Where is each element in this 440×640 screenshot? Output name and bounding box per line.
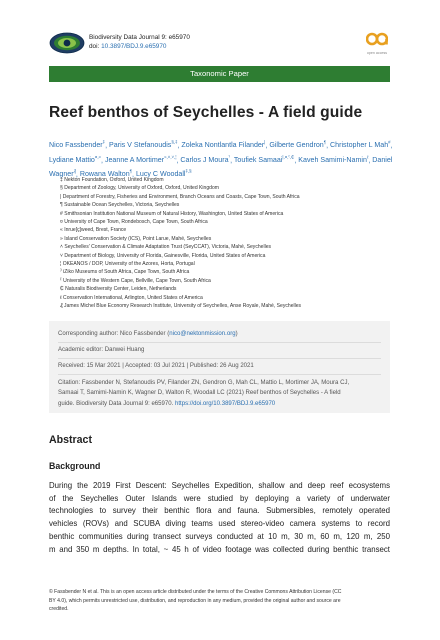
author[interactable]: Gilberte Gendron¶	[269, 140, 327, 150]
doi-link[interactable]: 10.3897/BDJ.9.e65970	[101, 43, 167, 50]
affiliation: ₵ Naturalis Biodiversity Center, Leiden, Netherlands	[60, 286, 177, 293]
article-title: Reef benthos of Seychelles - A field guide	[49, 104, 363, 121]
corresponding-author: Corresponding author: Nico Fassbender (nico@nektonmission.org)	[58, 331, 238, 337]
journal-name: Biodiversity Data Journal 9: e65970	[89, 34, 190, 41]
affiliation: ¤ University of Cape Town, Rondebosch, Cape Town, South Africa	[60, 219, 208, 226]
paragraph-line: vehicles (ROVs) and SCUBA diving teams used stereo-video camera systems to record	[49, 519, 390, 529]
author[interactable]: Christopher L Mah#	[330, 140, 391, 150]
affiliation: § Department of Zoology, University of Oxford, Oxford, United Kingdom	[60, 185, 219, 192]
journal-doi	[89, 43, 166, 50]
academic-editor: Academic editor: Danwei Huang	[58, 347, 145, 353]
open-access-icon[interactable]	[366, 30, 388, 50]
affiliation: ˀ iZiko Museums of South Africa, Cape Town, South Africa	[60, 269, 190, 276]
affiliation: ‡ Nekton Foundation, Oxford, United Kingdom	[60, 177, 164, 183]
paragraph-line: benthic communities during transect surveys conducted at 10 m, 30 m, 60 m, 120 m, 250	[49, 531, 390, 541]
author[interactable]: Zoleka Nontlantla Filander|	[181, 140, 266, 150]
affiliation: ˁ University of the Western Cape, Bellville, Cape Town, South Africa	[60, 277, 211, 284]
footer-line: © Fassbender N et al. This is an open access article distributed under the terms of the Creative Commons Attribution License (CC	[49, 589, 342, 595]
author[interactable]: Nico Fassbender‡	[49, 140, 106, 150]
doi-prefix: doi:	[89, 43, 102, 50]
journal-logo-icon[interactable]	[49, 31, 85, 55]
author[interactable]: Lucy C Woodall‡,§	[135, 169, 192, 179]
affiliation: | Department of Forestry, Fisheries and Environment, Branch Oceans and Coasts, Cape Town, South Africa	[60, 193, 300, 200]
paragraph-line: m and 350 m depths. In total, ~ 45 h of video footage was collected during benthic transect	[49, 544, 390, 554]
author[interactable]: Paris V Stefanoudis§,‡	[109, 140, 178, 150]
article-type-banner: Taxonomic Paper	[49, 66, 390, 82]
citation: Citation: Fassbender N, Stefanoudis PV, Filander ZN, Gendron G, Mah CL, Mattio L, Mortimer JA, Moura CJ, Samaai T, Samimi-Namin K, Wagner D, Walton R, Woodall LC (2021) Reef benthos of Seychelles - A field guide. Biodiversity Data Journal 9: e65970. https://doi.org/10.3897/BDJ.9.e65970	[58, 380, 350, 407]
affiliation: ¶ Sustainable Ocean Seychelles, Victoria, Seychelles	[60, 202, 180, 209]
footer-line: credited.	[49, 606, 69, 613]
author[interactable]: Lydiane Mattio¤,«	[49, 154, 101, 164]
abstract-heading: Abstract	[49, 434, 92, 446]
page-header	[0, 0, 440, 62]
affiliation: ℓ Conservation International, Arlington, United States of America	[60, 294, 203, 301]
background-paragraph	[49, 480, 390, 556]
citation-doi-link[interactable]: https://doi.org/10.3897/BDJ.9.e65970	[174, 400, 276, 407]
affiliation: # Smithsonian Institution National Museum of Natural History, Washington, United States of America	[60, 210, 284, 217]
divider	[58, 342, 381, 343]
author[interactable]: Rowana Walton¶	[79, 169, 132, 179]
paragraph-line: During the 2019 First Descent: Seychelles Expedition, shallow and deep reef ecosystems	[49, 481, 390, 490]
author[interactable]: Daniel Wagner₰	[49, 155, 393, 179]
author[interactable]: Jeanne A Mortimer»,˄,˅,¦	[104, 154, 177, 164]
affiliation-list	[60, 176, 390, 311]
paragraph-line: technologies to survey their benthic flora and fauna. Submersibles, remotely operated	[49, 506, 390, 516]
author[interactable]: Toufiek Samaai$^{|,¤,ˁ,₵}$	[233, 154, 295, 164]
affiliation: « Inrue[ç]weed, Brest, France	[60, 227, 127, 234]
divider	[58, 374, 381, 375]
open-access-caption: open access	[366, 51, 388, 55]
article-info-box	[49, 321, 390, 413]
background-heading: Background	[49, 461, 101, 471]
footer-line: BY 4.0), which permits unrestricted use, distribution, and reproduction in any medium, provided the original author and source are	[49, 597, 341, 604]
publication-dates: Received: 15 Mar 2021 | Accepted: 03 Jul 2021 | Published: 26 Aug 2021	[58, 363, 254, 369]
paragraph-line: of the Seychelles Outer Islands were studied by deploying a variety of underwater	[49, 493, 390, 503]
affiliation: ˅ Department of Biology, University of Florida, Gainesville, Florida, United States of America	[60, 252, 266, 259]
affiliation: ¦ OKEANOS / DOP, University of the Azores, Horta, Portugal	[60, 261, 195, 268]
affiliation: ˄ Seychelles' Conservation & Climate Adaptation Trust (SeyCCAT), Victoria, Mahé, Seychelles	[60, 244, 272, 251]
author[interactable]: Kaveh Samimi-Namin$^\ell$	[298, 154, 369, 164]
affiliation: » Island Conservation Society (ICS), Point Larue, Mahé, Seychelles	[60, 235, 212, 242]
author-list: Nico Fassbender‡, Paris V Stefanoudis§,‡, Zoleka Nontlantla Filander|, Gilberte Gendron¶, Christopher L Mah#, Lydiane Mattio¤,«, Jeanne A Mortimer»,˄,˅,¦, Carlos J Moura$^ˀ$, Toufiek Samaai$^{|,¤,ˁ,₵}$, Kaveh Samimi-Namin$^\ell$, Daniel Wagner₰, Rowana Walton¶, Lucy C Woodall‡,§	[49, 140, 393, 179]
license-footer	[49, 588, 394, 614]
author[interactable]: Carlos J Moura$^ˀ$	[180, 154, 231, 164]
affiliation: ₰ James Michel Blue Economy Research Institute, University of Seychelles, Anse Royale, Mahé, Seychelles	[60, 303, 302, 310]
corresponding-email-link[interactable]: nico@nektonmission.org	[169, 331, 236, 337]
divider	[58, 358, 381, 359]
